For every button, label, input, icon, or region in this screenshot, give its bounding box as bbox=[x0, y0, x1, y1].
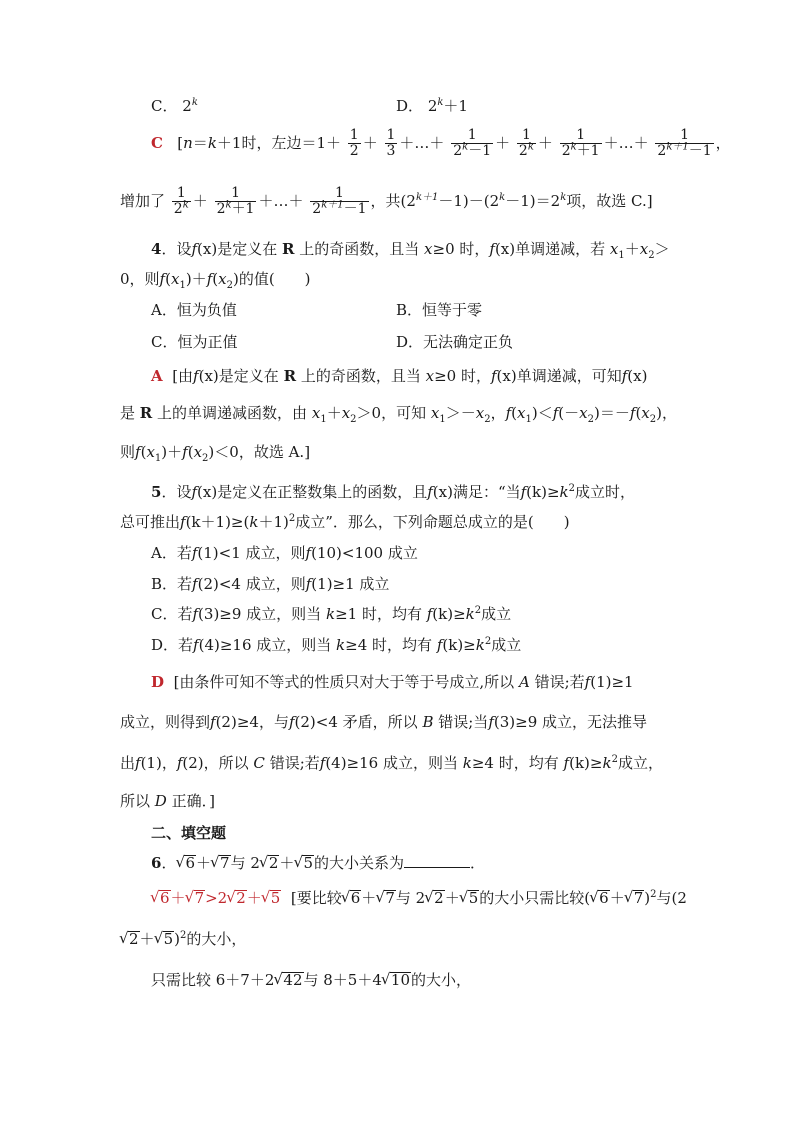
fraction-1-2k-b: $\frac{1}{2^k}$ bbox=[173, 185, 189, 218]
q4-solution-line-3: 则$f(x_1)+f(x_2)<0$，故选 A.] bbox=[120, 443, 311, 464]
fraction-1-2k+1: $\frac{1}{2^k+1}$ bbox=[561, 127, 600, 160]
q5-solution-line-3: 出f(1)，f(2)，所以 C 错误;若f(4)≥16 成立，则当 k≥4 时，均有 $f(k)\ge k^2$成立， bbox=[120, 754, 663, 772]
q3-option-d: D． $2^k+1$ bbox=[396, 97, 468, 115]
q5-option-c: C．若f(3)≥9 成立，则当 k≥1 时，均有 $f(k)\ge k^2$成立 bbox=[151, 605, 512, 623]
q3-option-c: C． 2$^k$ bbox=[151, 97, 198, 115]
q4-answer-letter: A bbox=[151, 367, 163, 385]
answer-blank bbox=[404, 853, 470, 868]
q3-answer-letter: C bbox=[151, 133, 163, 152]
q6-solution-line-1: √ 6＋√ 7>2√ 2＋√ 5 [要比较√ 6＋√ 7与 2√ 2＋√ 5的大小只需比较(√ 6＋√ 7)$^2$与(2 bbox=[151, 889, 687, 907]
fraction-1-2k1-1-b: $\frac{1}{2^{k+1}-1}$ bbox=[312, 185, 367, 218]
q4-option-a: A．恒为负值 bbox=[151, 301, 237, 319]
q4-stem-line-2: 0，则$f(x_1)+f(x_2)$的值( ) bbox=[120, 270, 311, 291]
q5-stem-line-2: 总可推出$f(k+1)\ge(k+1)^2$成立”．那么，下列命题总成立的是( ) bbox=[120, 513, 570, 531]
fraction-1-2k-1: $\frac{1}{2^k-1}$ bbox=[453, 127, 492, 160]
q4-option-b: B．恒等于零 bbox=[396, 301, 483, 319]
q5-option-b: B．若f(2)<4 成立，则f(1)≥1 成立 bbox=[151, 575, 390, 593]
q6-stem: 6．√ 6＋√ 7与 2√ 2＋√ 5的大小关系为 ． bbox=[151, 853, 485, 872]
fraction-1-2k1-1: $\frac{1}{2^{k+1}-1}$ bbox=[657, 127, 712, 160]
q4-solution-line-2: 是 R 上的单调递减函数，由 $x_1+x_2>0$，可知 $x_1>-x_2$，$f(x_1)<f(-x_2)=-f(x_2)$， bbox=[120, 404, 678, 425]
q6-solution-line-2: √ 2＋√ 5)$^2$的大小， bbox=[120, 930, 246, 948]
fraction-1-2: $\frac{1}{2}$ bbox=[349, 127, 359, 160]
fraction-1-2k: $\frac{1}{2^k}$ bbox=[518, 127, 534, 160]
q5-solution-line-2: 成立，则得到f(2)≥4，与f(2)<4 矛盾，所以 B 错误;当f(3)≥9 成立，无法推导 bbox=[120, 713, 648, 731]
q4-solution-line-1: A [由f(x)是定义在 R 上的奇函数，且当 x≥0 时，f(x)单调递减，可知f(x) bbox=[151, 367, 648, 385]
q5-option-d: D．若f(4)≥16 成立，则当 k≥4 时，均有 $f(k)\ge k^2$成立 bbox=[151, 636, 522, 654]
q6-solution-line-3: 只需比较 6＋7＋2√ 42与 8＋5＋4√ 10的大小， bbox=[151, 971, 471, 989]
q4-option-c: C．恒为正值 bbox=[151, 333, 238, 351]
q5-answer-letter: D bbox=[151, 673, 165, 691]
q3-solution-line-2: 增加了 $\frac{1}{2^k}$ ＋ $\frac{1}{2^k+1}$ ＋…＋ $\frac{1}{2^{k+1}-1}$ ，共$(2^{k+1}-1)-(2^k-1)=2^k$项，故选 C.] bbox=[120, 185, 653, 218]
q5-solution-line-1: D [由条件可知不等式的性质只对大于等于号成立,所以 A 错误;若f(1)≥1 bbox=[151, 673, 634, 691]
fraction-1-3: $\frac{1}{3}$ bbox=[386, 127, 396, 160]
section-title-fill-in: 二、填空题 bbox=[151, 824, 227, 842]
q5-stem-line-1: 5．设f(x)是定义在正整数集上的函数，且f(x)满足：“当$f(k)\ge k^2$成立时， bbox=[151, 483, 636, 501]
q5-option-a: A．若f(1)<1 成立，则f(10)<100 成立 bbox=[151, 544, 418, 562]
q4-stem-line-1: 4．设f(x)是定义在 R 上的奇函数，且当 x≥0 时，f(x)单调递减，若 $x_1+x_2>$ bbox=[151, 240, 670, 261]
q6-answer: √ 6＋√ 7>2√ 2＋√ 5 bbox=[151, 889, 281, 907]
q4-option-d: D．无法确定正负 bbox=[396, 333, 514, 351]
q3-solution-line-1: C [n＝k＋1时，左边＝1＋ $\frac{1}{2}$ ＋ $\frac{1}{3}$ ＋…＋ $\frac{1}{2^k-1}$ ＋ $\frac{1}{2^k}$ ＋ $\frac{1}{2^k+1}$ ＋…＋ $\frac{1}{2^{k+1}-1}$ ， bbox=[151, 127, 731, 160]
fraction-1-2k+1-b: $\frac{1}{2^k+1}$ bbox=[216, 185, 255, 218]
q5-solution-line-4: 所以 D 正确．] bbox=[120, 792, 215, 810]
